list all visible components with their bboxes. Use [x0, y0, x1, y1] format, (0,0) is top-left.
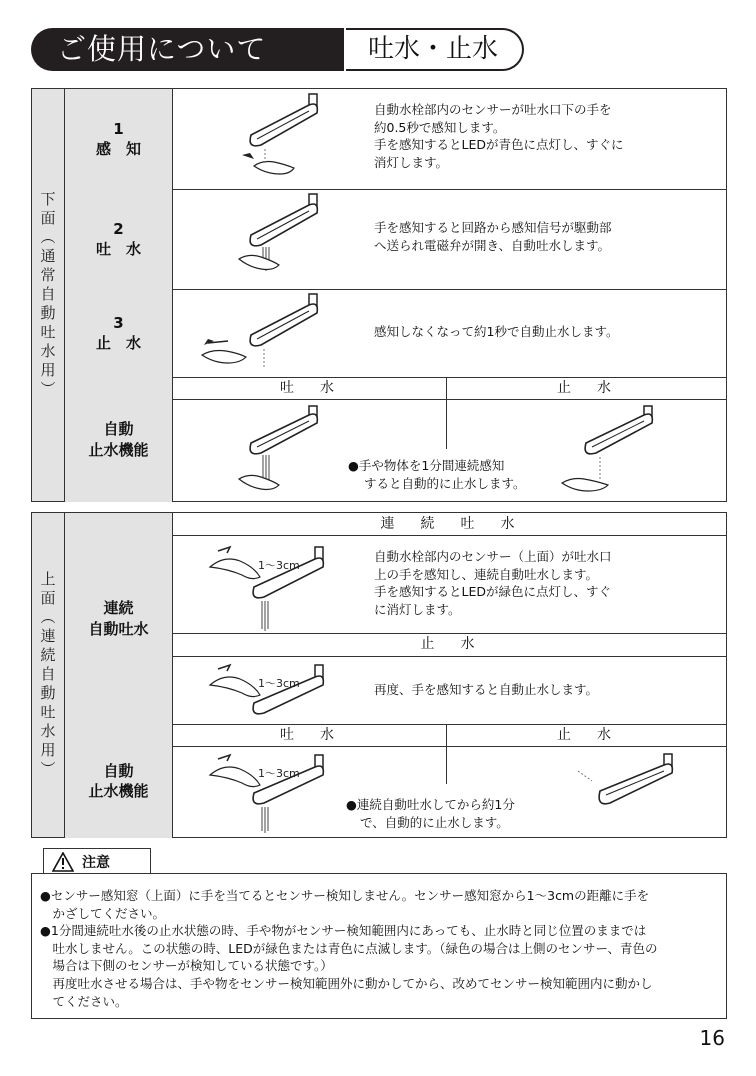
- continuous-dispense-label: 連続 自動吐水: [65, 513, 173, 724]
- page-subtitle: 吐水・止水: [346, 28, 524, 71]
- lower-auto-stop-label: 自動 止水機能: [65, 377, 173, 502]
- continuous-stop-head: 止 水: [420, 636, 481, 652]
- svg-text:1〜3cm: 1〜3cm: [258, 559, 300, 572]
- svg-text:1〜3cm: 1〜3cm: [258, 767, 300, 780]
- upper-auto-stop-illustration: [572, 751, 692, 821]
- continuous-stop-description: 再度、手を感知すると自動止水します。: [374, 682, 599, 697]
- upper-auto-col-stop: 止 水: [557, 727, 617, 743]
- lower-auto-stop-illustration: [552, 403, 682, 498]
- step-stop-label: 3 止 水: [65, 289, 173, 377]
- upper-side-label: 上面（連続自動吐水用）: [32, 513, 65, 837]
- caution-box: ●センサー感知窓（上面）に手を当てるとセンサー検知しません。センサー感知窓から1〜3cmの距離に手を かざしてください。 ●1分間連続吐水後の止水状態の時、手や物がセンサー検知範囲内にあっても、止水時と同じ位置のままでは 吐水しません。この状態の時、LEDが緑色または青色に点滅します。（緑色の場合は上側のセンサー、青色の 場合は下側のセンサーが検知している状態です。） 再度吐水させる場合は、手や物をセンサー検知範囲外に動かしてから、改めてセンサー検知範囲内に動かし てください。: [31, 873, 727, 1019]
- upper-auto-stop-note: ●連続自動吐水してから約1分 で、自動的に止水します。: [346, 797, 515, 830]
- continuous-dispense-description: 自動水栓部内のセンサー（上面）が吐水口 上の手を感知し、連続自動吐水します。 手を感知するとLEDが緑色に点灯し、すぐ に消灯します。: [374, 549, 612, 617]
- lower-auto-stop-note: ●手や物体を1分間連続感知 すると自動的に止水します。: [348, 458, 526, 491]
- step-stop-description: 感知しなくなって約1秒で自動止水します。: [374, 324, 619, 339]
- upper-auto-stop-label: 自動 止水機能: [65, 724, 173, 838]
- lower-auto-col-dispense: 吐 水: [280, 380, 340, 396]
- step-detect-label: 1 感 知: [65, 89, 173, 189]
- step-dispense-description: 手を感知すると回路から感知信号が駆動部 へ送られ電磁弁が開き、自動吐水します。: [374, 220, 612, 253]
- lower-auto-dispense-illustration: [217, 403, 337, 498]
- faucet-stop-illustration: [192, 291, 352, 375]
- upper-auto-dispense-illustration: [204, 749, 364, 835]
- page-header: [31, 28, 524, 71]
- lower-side-label: 下面（通常自動吐水用）: [32, 89, 65, 501]
- page-number: 16: [699, 1026, 725, 1050]
- faucet-dispense-illustration: [217, 191, 347, 286]
- lower-auto-col-stop: 止 水: [557, 380, 617, 396]
- continuous-stop-illustration: [204, 659, 364, 721]
- faucet-detect-illustration: [217, 91, 347, 186]
- svg-text:1〜3cm: 1〜3cm: [258, 677, 300, 690]
- upper-auto-col-dispense: 吐 水: [280, 727, 340, 743]
- step-dispense-label: 2 吐 水: [65, 189, 173, 289]
- continuous-dispense-illustration: [204, 539, 364, 635]
- caution-tab: [43, 848, 151, 874]
- upper-sensor-section: [31, 512, 727, 838]
- page-title: ご使用について: [31, 28, 344, 71]
- caution-title: 注意: [82, 854, 110, 871]
- step-detect-description: 自動水栓部内のセンサーが吐水口下の手を 約0.5秒で感知します。 手を感知するとLEDが青色に点灯し、すぐに 消灯します。: [374, 102, 624, 170]
- lower-sensor-section: [31, 88, 727, 502]
- continuous-dispense-head: 連 続 吐 水: [380, 516, 521, 532]
- warning-triangle-icon: [52, 852, 74, 872]
